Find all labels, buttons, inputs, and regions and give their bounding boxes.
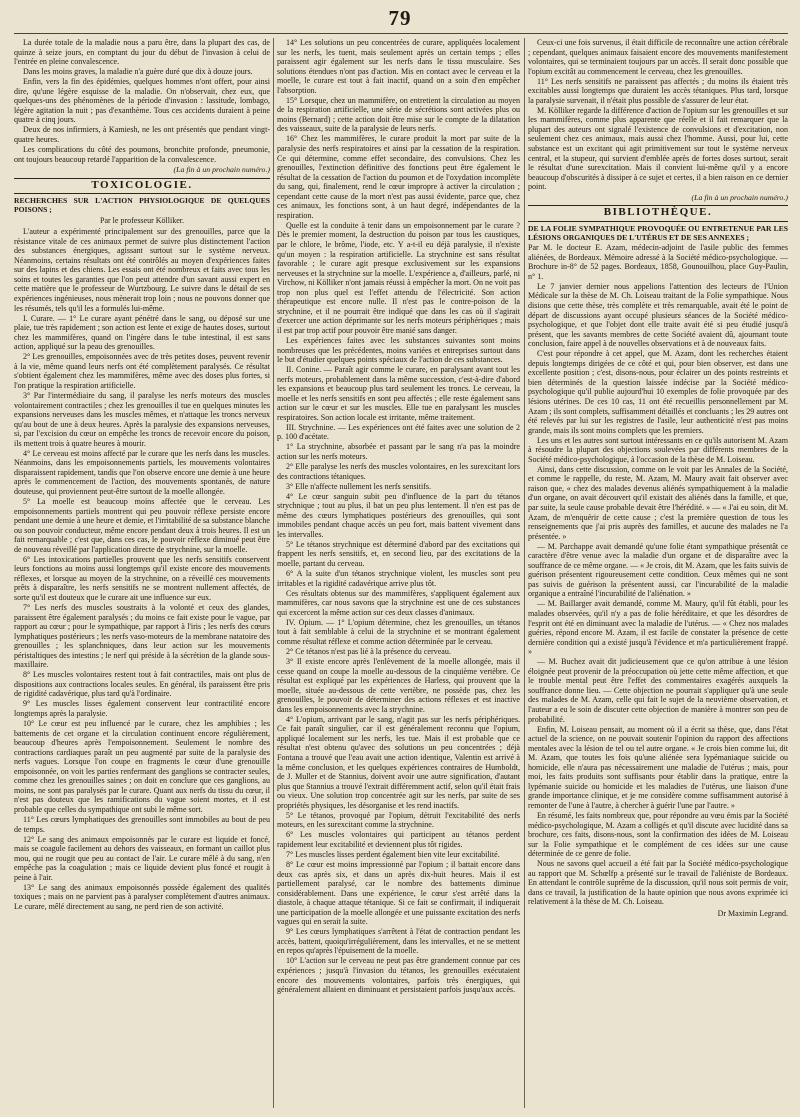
paragraph: Ces résultats obtenus sur des mammifères, s'appliquent également aux mammifères, car nous savons que la strychnine est une de ces substances qui excercent la même action sur ces deux classes d'animaux. xyxy=(277,588,520,617)
paragraph: 11° Les cœurs lymphatiques des grenouilles sont immobiles au bout de peu de temps. xyxy=(14,815,270,834)
paragraph: Deux de nos infirmiers, à Kamiesh, ne les ont présentés que pendant vingt-quatre heures. xyxy=(14,125,270,144)
paragraph: 8° Le cœur est moins impressionné par l'opium ; il battait encore dans deux cas après six, et dans un après dix-huit heures. Mais il est partiellement paralysé, car le nombre des battements diminue considérablement. Dans une expérience, le cœur s'est arrêté dans la diastole, à chaque attaque tétanique. Si ce fait se confirmait, il indiquerait une participation de la moelle allongée et une puissante excitation des nerfs vagues qui en serait la suite. xyxy=(277,859,520,927)
paragraph: Dans les moins graves, la maladie n'a guère duré que dix à douze jours. xyxy=(23,67,253,77)
paragraph: 6° Les muscles volontaires qui participent au tétanos perdent rapidement leur excitabilité et deviennent plus tôt rigides. xyxy=(277,830,520,849)
paragraph: Ceux-ci une fois survenus, il était difficile de reconnaître une action cérébrale ; cependant, quelques animaux faisaient encore des mouvements manifestement volontaires, qui se terminaient toujours par un accès. Il serait donc possible que l'opium excitât au commencement le cerveau, chez les grenouilles. xyxy=(528,38,788,76)
article-title: RECHERCHES SUR L'ACTION PHYSIOLOGIQUE DE QUELQUES POISONS ; xyxy=(14,196,270,215)
paragraph: 7° Les nerfs des muscles soustraits à la volonté et ceux des glandes, paraissent être également paralysés ; du moins ce fait existe pour le vague, par rapport au cœur ; pour le sympathique, par rapport à l'iris ; les nerfs des cœurs lymphatiques postérieurs ; les nerfs vaso-moteurs de la membrane natatoire des grenouilles ; les splanchniques, dans leur action sur les mouvements péristaltiques des intestins ; le nerf qui préside à la sécrétion de la glande sous-maxillaire. xyxy=(14,602,270,670)
paragraph: I. Curare. — 1° Le curare ayant pénétré dans le sang, ou déposé sur une plaie, tue très rapidement ; son action est lente et exige de hautes doses, surtout chez les mammifères, quand on l'ingère dans le tube intestinal, il est sans action, appliqué sur la peau des grenouilles. xyxy=(14,313,270,352)
paragraph: 5° Le tétanos, provoqué par l'opium, détruit l'excitabilité des nerfs moteurs, en les surexcitant comme la strychnine. xyxy=(277,810,520,830)
paragraph: Le 7 janvier dernier nous appelions l'attention des lecteurs de l'Union Médicale sur la thèse de M. Ch. Loiseau traitant de la Folie sympathique. Nous disions que cette thèse, très complète et très remarquable, avait été le point de départ de discussions ayant occupé plusieurs séances de la Société médico-psychologique, et que l'objet dont elle traite avait été si peu étudié jusqu'à présent, que les savants membres de cette Société avaient dû, ajournant toute conclusion, faire appel à de nouvelles observations et à de nouveaux faits. xyxy=(528,281,788,349)
paragraph: 6° Les intoxications partielles prouvent que les nerfs sensitifs conservent leurs fonctions au moins aussi longtemps qu'il existe encore des mouvements réflexes, et lorsque au moyen de la strychnine, on a réveillé ces mouvements prêts à disparaître, les nerfs sensitifs ne se montrent nullement affectés, de sorte qu'il est douteux que le curare ait une influence sur eux. xyxy=(14,554,270,602)
paragraph: — M. Baillarger avait demandé, comme M. Maury, qu'il fût établi, pour les malades observées, qu'il n'y a pas de folie héréditaire, et que les désordres de l'esprit ont été en diminuant avec la maladie de l'utérus. — « Chez nos malades guéries, répond encore M. Azam, il est facile de constater la présence de cette dernière condition qui a existé jusqu'à l'évidence et m'a particulièrement frappé. » xyxy=(528,599,788,657)
paragraph: 2° Les grenouilles, empoisonnées avec de très petites doses, peuvent revenir à la vie, même quand leurs nerfs ont été complètement paralysés. Ce résultat s'obtient également chez les mammifères, même avec des doses plus fortes, si l'on pratique la respiration artificielle. xyxy=(14,352,270,390)
paragraph: — M. Buchez avait dit judicieusement que ce qu'on attribue à une lésion éloignée peut provenir de la préoccupation où jette cette même affection, et que le trouble mental peut être l'effet des commentaires exagérés auxquels la souffrance donne lieu. — Cette objection ne pourrait s'appliquer qu'à une seule des malades de M. Azam, celle qui fait le sujet de la neuvième observation, et l'auteur a eu le soin de discuter cette objection de manière à montrer son peu de probabilité. xyxy=(528,657,788,724)
paragraph: 4° Le cœur sanguin subit peu d'influence de la part du tétanos strychnique ; tout au plus, il bat un peu plus lentement. Il n'en est pas de même des cœurs lymphatiques postérieurs des grenouilles, qui sont immobiles pendant chaque accès un peu fort, mais battent vivement dans les intervalles. xyxy=(277,491,520,539)
paragraph: 11° Les nerfs sensitifs ne paraissent pas affectés ; du moins ils étaient très excitables aussi longtemps que duraient les accès tétaniques. Plus tard, lorsque la paralysie survenait, il n'était plus possible de s'assurer de leur état. xyxy=(528,76,788,105)
paragraph: 4° Le cerveau est moins affecté par le curare que les nerfs dans les muscles. Néanmoins, dans les empoisonnements partiels, les mouvements volontaires disparaissent rapidement, tandis que l'on observe encore une demie à une heure après le commencement de l'action, des mouvements spontanés, de nature douteuse, qui proviennent peut-être surtout de la moelle allongée. xyxy=(14,448,270,496)
paragraph: 2° Ce tétanos n'est pas lié à la présence du cerveau. xyxy=(286,646,451,656)
paragraph: 12° Le sang des animaux empoisonnés par le curare est liquide et foncé, mais se coagule facilement au dehors des vaisseaux, en formant un caillot plus mou, qui ne rougit que peu au contact de l'air. Le curare mêlé à du sang, n'en empêche pas la coagulation ; mais ce liquide devient plus foncé et rougit à peine à l'air. xyxy=(14,834,270,882)
paragraph: Quelle est la conduite à tenir dans un empoisonnement par le curare ? Dès le premier moment, la destruction du poison par tous les caustiques, par le chlore, le brôme, l'iode, etc. Y a-t-il eu déjà paralysie, il n'existe qu'un moyen : la respiration artificielle. La strychnine est sans résultat favorable ; le curare agit presque exclusivement sur les expansions nerveuses et la strychnine sur la moelle. L'expérience a, d'ailleurs, parlé, ni Virchow, ni Kölliker n'ont jamais réussi à empêcher la mort. On ne voit pas trop non plus quel est l'effet attendu de l'électricité. Son action thérapeutique est encore nulle. Il n'est pas le contre-poison de la strychnine, et il ne pourrait être indiqué que dans les cas où il s'agirait d'exercer une action déprimante sur les nerfs moteurs périphériques ; mais il est par trop actif pour pouvoir être manié sans danger. xyxy=(277,220,520,335)
paragraph: Les complications du côté des poumons, bronchite profonde, pneumonie, ont toujours beaucoup retardé l'apparition de la convalescence. xyxy=(14,145,270,164)
continuation-note: (La fin à un prochain numéro.) xyxy=(173,165,270,175)
article-author: Dr Maximin Legrand. xyxy=(717,908,788,918)
paragraph: IV. Opium. — 1° L'opium détermine, chez les grenouilles, un tétanos tout à fait semblable à celui de la strychnine et se montrant également comme résultat réflexe et comme action déterminée par le cerveau. xyxy=(277,617,520,646)
paragraph: 9° Les muscles lisses également conservent leur contractilité encore longtemps après la paralysie. xyxy=(14,699,270,718)
column-left xyxy=(14,38,270,1110)
paragraph: 14° Les solutions un peu concentrées de curare, appliquées localement sur les nerfs, les tuent, mais seulement après un certain temps ; elles paraissent agir également sur les nerfs dans le tissu musculaire. Ses solutions étendues n'ont pas d'action. Mis en contact avec le cerveau et la moelle, le curare est tout à fait inactif, quand on a soin d'en empêcher l'absorption. xyxy=(277,38,520,95)
paragraph: 8° Les muscles volontaires restent tout à fait contractiles, mais ont plus de dispositions aux contractions locales seules. En général, ils paraissent être pris de rigidité cadavérique, plus tard qu'à l'ordinaire. xyxy=(14,670,270,699)
section-title-toxicologie: TOXICOLOGIE. xyxy=(91,178,193,191)
paragraph: Les expériences faites avec les substances suivantes sont moins nombreuses que les précédentes, moins variées et entreprises surtout dans le but d'étudier quelques points spéciaux de l'action de ces substances. xyxy=(277,335,520,365)
article-byline: Par M. le docteur E. Azam, médecin-adjoint de l'asile public des femmes aliénées, de Bordeaux. Mémoire adressé à la Société médico-psychologique. — Brochure in-8° de 52 pages. Bordeaux, 1858, Gounouilhou, place Guy-Paulin, n° 1. xyxy=(528,243,788,281)
article-title: DE LA FOLIE SYMPATHIQUE PROVOQUÉE OU ENTRETENUE PAR LES LÉSIONS ORGANIQUES DE L'UTÉRUS ET DE SES ANNEXES ; xyxy=(528,223,788,243)
paragraph: II. Conine. — Paraît agir comme le curare, en paralysant avant tout les nerfs moteurs, probablement dans la même succession, c'est-à-dire d'abord les expansions et beaucoup plus tard seulement les troncs. Le cerveau, la moelle et les nerfs sensitifs en sont peu affectés ; elle reste également sans action sur le cœur et sur les muscles. Elle tue en paralysant les muscles respiratoires. Son action locale est irritante, même traitement. xyxy=(277,365,520,422)
section-rule xyxy=(528,221,788,222)
paragraph: 3° Par l'intermédiaire du sang, il paralyse les nerfs moteurs des muscles volontairement contractiles ; chez les grenouilles il tue en quelques minutes les expansions nerveuses dans les muscles mêmes, et n'attaque les troncs nerveux qu'au bout de une à deux heures. Après la paralysie des expansions nerveuses, si, par l'excision du cœur on empêche les troncs de recevoir encore du poison, ils mettent trois à quatre heures à mourir. xyxy=(14,390,270,448)
header-rule xyxy=(14,33,788,34)
paragraph: 4° L'opium, arrivant par le sang, n'agit pas sur les nerfs périphériques. Ce fait paraît singulier, car il est généralement reconnu que l'opium, appliqué localement sur les nerfs, les tue. Mais il est probable que ce résultat n'est obtenu qu'avec des solutions un peu concentrées ; déjà Fontana a trouvé que l'eau avait une action identique, Valentin est arrivé à la même conclusion, et les quelques expériences contraires de Humboldt, de J. Muller et de Stannius, doivent avoir une autre signification, d'autant plus que Stannius a trouvé l'extrait différemment actif, selon qu'il était frais ou vieux. Une solution trop concentrée agit sur les nerfs, par suite de ses propriétés physiques, les désorganise et les rend inactifs. xyxy=(277,714,520,810)
paragraph: 1° La strychnine, absorbée et passant par le sang n'a pas la moindre action sur les nerfs moteurs. xyxy=(277,442,520,462)
section-rule xyxy=(14,193,270,194)
paragraph: III. Strychnine. — Les expériences ont été faites avec une solution de 2 p. 100 d'acétate. xyxy=(277,422,520,442)
paragraph: 3° Elle n'affecte nullement les nerfs sensitifs. xyxy=(286,481,432,491)
paragraph: L'auteur a expérimenté principalement sur des grenouilles, parce que la résistance vitale de ces animaux permet de suivre plus distinctement l'action des substances énergiques, agissant surtout sur le système nerveux. Néanmoins, certains résultats ont été contrôlés au moyen d'expériences faites sur des lapins et des chiens. Les essais ont été nombreux et faits avec tous les soins et toutes les garanties que l'on peut attendre d'un savant aussi expert en cette matière que le professeur de Wurtzbourg. Le suivre dans le détail de ses expériences ingénieuses, nous mènerait trop loin ; nous ne pouvons donner que les résumés, tels qu'il les a formulés lui-même. xyxy=(14,227,270,313)
paragraph: 5° Le tétanos strychnique est déterminé d'abord par des excitations qui frappent les nerfs sensitifs, et, en second lieu, par des excitations de la moelle, partant du cerveau. xyxy=(277,539,520,569)
paragraph: 6° A la suite d'un tétanos strychnique violent, les muscles sont peu irritables et la rigidité cadavérique arrive plus tôt. xyxy=(277,569,520,588)
page-number: 79 xyxy=(388,6,412,30)
paragraph: Ainsi, dans cette discussion, comme on le voit par les Annales de la Société, et comme le rappelle, du reste, M. Azam, M. Maury avait fait observer avec raison que, « chez des malades devenus aliénés sympathiquement à la maladie d'un organe, on avait découvert qu'il existait des aliénés dans la famille, et que, par suite, la seule cause probable devait être l'hérédité. » — « J'ai eu soin, dit M. Azam, de m'enquérir de cette cause ; c'est la première question de tous les renseignements que j'ai pris auprès des familles, et aucune des malades ne l'a présentée. » xyxy=(528,464,788,541)
paragraph: 2° Elle paralyse les nerfs des muscles volontaires, en les surexcitant lors des contractions tétaniques. xyxy=(277,462,520,481)
column-divider-2 xyxy=(524,38,525,1108)
paragraph: 10° L'action sur le cerveau ne peut pas être grandement connue par ces expériences ; jusqu'à l'invasion du tétanos, les grenouilles exécutaient encore des mouvements volontaires, parfois très énergiques, qui généralement allaient en diminuant et persistaient parfois jusqu'aux accès. xyxy=(277,956,520,995)
paragraph: 13° Le sang des animaux empoisonnés possède également des qualités toxiques ; mais on ne parvient pas à paralyser complètement d'autres animaux. Le curare, mêlé directement au sang, ne perd rien de son activité. xyxy=(14,882,270,911)
paragraph: — M. Parchappe avait demandé qu'une folie étant sympathique présentât ce caractère d'être venue avec la maladie d'un organe et de disparaître avec la souffrance de ce même organe. — « Je crois, dit M. Azam, que les faits suivis de guérison présentent rigoureusement cette condition. Ceux mêmes qui ne sont pas suivis de guérison la présentent aussi, car l'incurabilité de la maladie organique a entraîné l'incurabilité de l'aliénation. » xyxy=(528,541,788,599)
paragraph: La durée totale de la maladie nous a paru être, dans la plupart des cas, de quinze à seize jours, en comptant du jour du début de l'invasion à celui de l'entrée en pleine convalescence. xyxy=(14,38,270,67)
paragraph: Nous ne savons quel accueil a été fait par la Société médico-psychologique au rapport que M. Schœlfp a présenté sur le travail de l'aliéniste de Bordeaux. En attendant le contrôle suprême de la discussion, qu'il nous soit permis de voir, dans ce travail, la justification de la haute opinion que nous avons exprimée ici relativement à la thèse de M. Ch. Loiseau. xyxy=(528,859,788,907)
column-middle xyxy=(277,38,520,1110)
column-right xyxy=(528,38,788,1110)
section-title-bibliotheque: BIBLIOTHÈQUE. xyxy=(603,206,713,219)
column-divider-1 xyxy=(273,38,274,1108)
paragraph: 15° Lorsque, chez un mammifère, on entretient la circulation au moyen de la respiration artificielle, une série de sécrétions sont activées plus ou moins (Bernard) ; cette action doit être mise sur le compte de la dilatation des vaisseaux, suite de la paralysie de leurs nerfs. xyxy=(277,95,520,134)
paragraph: 7° Les muscles lisses perdent également bien vite leur excitabilité. xyxy=(286,849,500,859)
paragraph: 9° Les cœurs lymphatiques s'arrêtent à l'état de contraction pendant les accès, battent, quoiqu'irrégulièrement, dans les intervalles, et ne se mettent en repos qu'après l'épuisement de la moelle. xyxy=(277,927,520,956)
paragraph: 10° Le cœur est peu influencé par le curare, chez les amphibies ; les battements de cet organe et la circulation continuent encore régulièrement, beaucoup d'heures après l'empoisonnement. Seulement le nombre des contractions cardiaques paraît un peu augmenté par suite de la paralysie des nerfs vagues. Lorsque l'on coupe en fragments le cœur d'une grenouille empoisonnée, on voit les parties renfermant des ganglions se contracter seules, comme chez les grenouilles saines ; on doit en conclure que ces ganglions, au moins, ne sont pas paralysés par le curare. Quant aux nerfs du tissu du cœur, il n'est pas douteux que les ramifications du vague soient mortes, et il est probable que celles du sympathique ont subi le même sort. xyxy=(14,719,270,814)
paragraph: Les uns et les autres sont surtout intéressants en ce qu'ils autorisent M. Azam à résoudre la plupart des objections soulevées par différents membres de la Société médico-psychologique, à l'occasion de la thèse de M. Loiseau. xyxy=(528,435,788,464)
paragraph: Enfin, M. Loiseau pensait, au moment où il a écrit sa thèse, que, dans l'état actuel de la science, on ne pouvait soutenir l'opinion du rapport des affections mentales avec la lésion de tel ou tel autre organe. « Je crois bien comme lui, dit M. Azam, que toutes les fois qu'une aliénée sera lypémaniaque suicide ou homicide, elle n'aura pas nécessairement une maladie de l'utérus ; mais, pour moi, les faits produits sont suffisants pour établir dans la pratique, entre la lypémanie suicide ou homicide et les maladies de l'utérus, une liaison d'une grande importance clinique, et je me considère comme suffisamment autorisé à remonter de l'une à l'autre, à chercher à guérir l'une par l'autre. » xyxy=(528,724,788,810)
paragraph: C'est pour répondre à cet appel, que M. Azam, dont les recherches étaient depuis longtemps dirigées de ce côté et qui, pour bien observer, est dans une excellente position ; c'est, disons-nous, pour éclairer un des points restreints et bien déterminés de la question laissée indécise par la Société médico-psychologique qu'il publie aujourd'hui 10 exemples de folie provoquée par des lésions utérines. De ces 10 cas, 11 ont été recueillis personnellement par M. Azam ; ils sont complets, suffisamment détaillés et concluants ; les 29 autres ont été relevés par lui sur les registres de l'asile, leur authenticité n'est pas moins grande, mais ils sont moins complets que les premiers. xyxy=(528,349,788,435)
paragraph: En résumé, les faits nombreux que, pour répondre au vœu émis par la Société médico-psychologique, M. Azam a colligés et qu'il discute avec lucidité dans sa brochure, ces faits, disons-nous, sont la confirmation des idées de M. Loiseau sur la Folie sympathique et le complément de ces idées sur une cause déterminée de ce genre de folie. xyxy=(528,811,788,859)
article-byline: Par le professeur Kölliker. xyxy=(100,215,184,225)
paragraph: 5° La moelle est beaucoup moins affectée que le cerveau. Les empoisonnements partiels montrent qui peu pouvoir réflexe persiste encore pendant une demie à une heure et demie, et l'irritabilité de sa substance blanche ou son pouvoir conducteur, même encore pendant deux à trois heures. Il est un fait remarquable ; c'est que, dans ces cas, le pouvoir réflexe diminué peut être de nouveau réveillé par l'application directe de strychnine, sur la moelle. xyxy=(14,496,270,554)
paragraph: Enfin, vers la fin des épidémies, quelques hommes n'ont offert, pour ainsi dire, qu'une légère esquisse de la maladie. On n'observait, chez eux, que quelques-uns des phénomènes de la période d'invasion : lassitude, lombago, légère agitation la nuit ; pas d'exanthème. Tous ces accidents duraient à peine quatre à cinq jours. xyxy=(14,77,270,125)
paragraph: M. Kölliker regarde la différence d'action de l'opium sur les grenouilles et sur les mammifères, comme plus apparente que réelle et il fait remarquer que la plupart des auteurs ont signalé l'existence de convulsions et d'excitation, non seulement chez ces animaux, mais aussi chez l'homme. Aussi, pour lui, cette substance est un excitant qui agit primitivement sur tout le système nerveux central, et la stupeur, qui survient d'emblée après de fortes doses surtout, serait le résultat d'une surexcitation. Mais il convient lui-même qu'il y a encore beaucoup d'obscurités à dissiper à ce sujet et certes, il a bien raison en ce dernier point. xyxy=(528,105,788,192)
continuation-note: (La fin à un prochain numéro.) xyxy=(691,192,788,202)
paragraph: 16° Chez les mammifères, le curare produit la mort par suite de la paralysie des nerfs respiratoires et ainsi par la cessation de la respiration. Ce qui détermine, comme effet secondaire, des convulsions. Chez les grenouilles, l'extinction définitive des fonctions peut être également le résultat de la cessation de l'action du poumon et de l'oxydation incomplète du sang, qui, finalement, rend le cœur impropre à activer la circulation ; cependant cette cause de la mort n'est pas aussi évidente, parce que, chez ces animaux, les fonctions sont, à un haut degré, indépendantes de la respiration. xyxy=(277,134,520,220)
paragraph: 3° Il existe encore après l'enlèvement de la moelle allongée, mais il cesse quand on coupe la moelle au-dessous de la cinquième vertèbre. Ce résultat est expliqué par les expériences de Harless, qui prouvent que la moelle, située au-dessous de cette vertèbre, ne possède pas, chez les grenouilles, le pouvoir de déterminer des actions réflexes et est inactive dans les empoisonnements avec la strychnine. xyxy=(277,657,520,714)
